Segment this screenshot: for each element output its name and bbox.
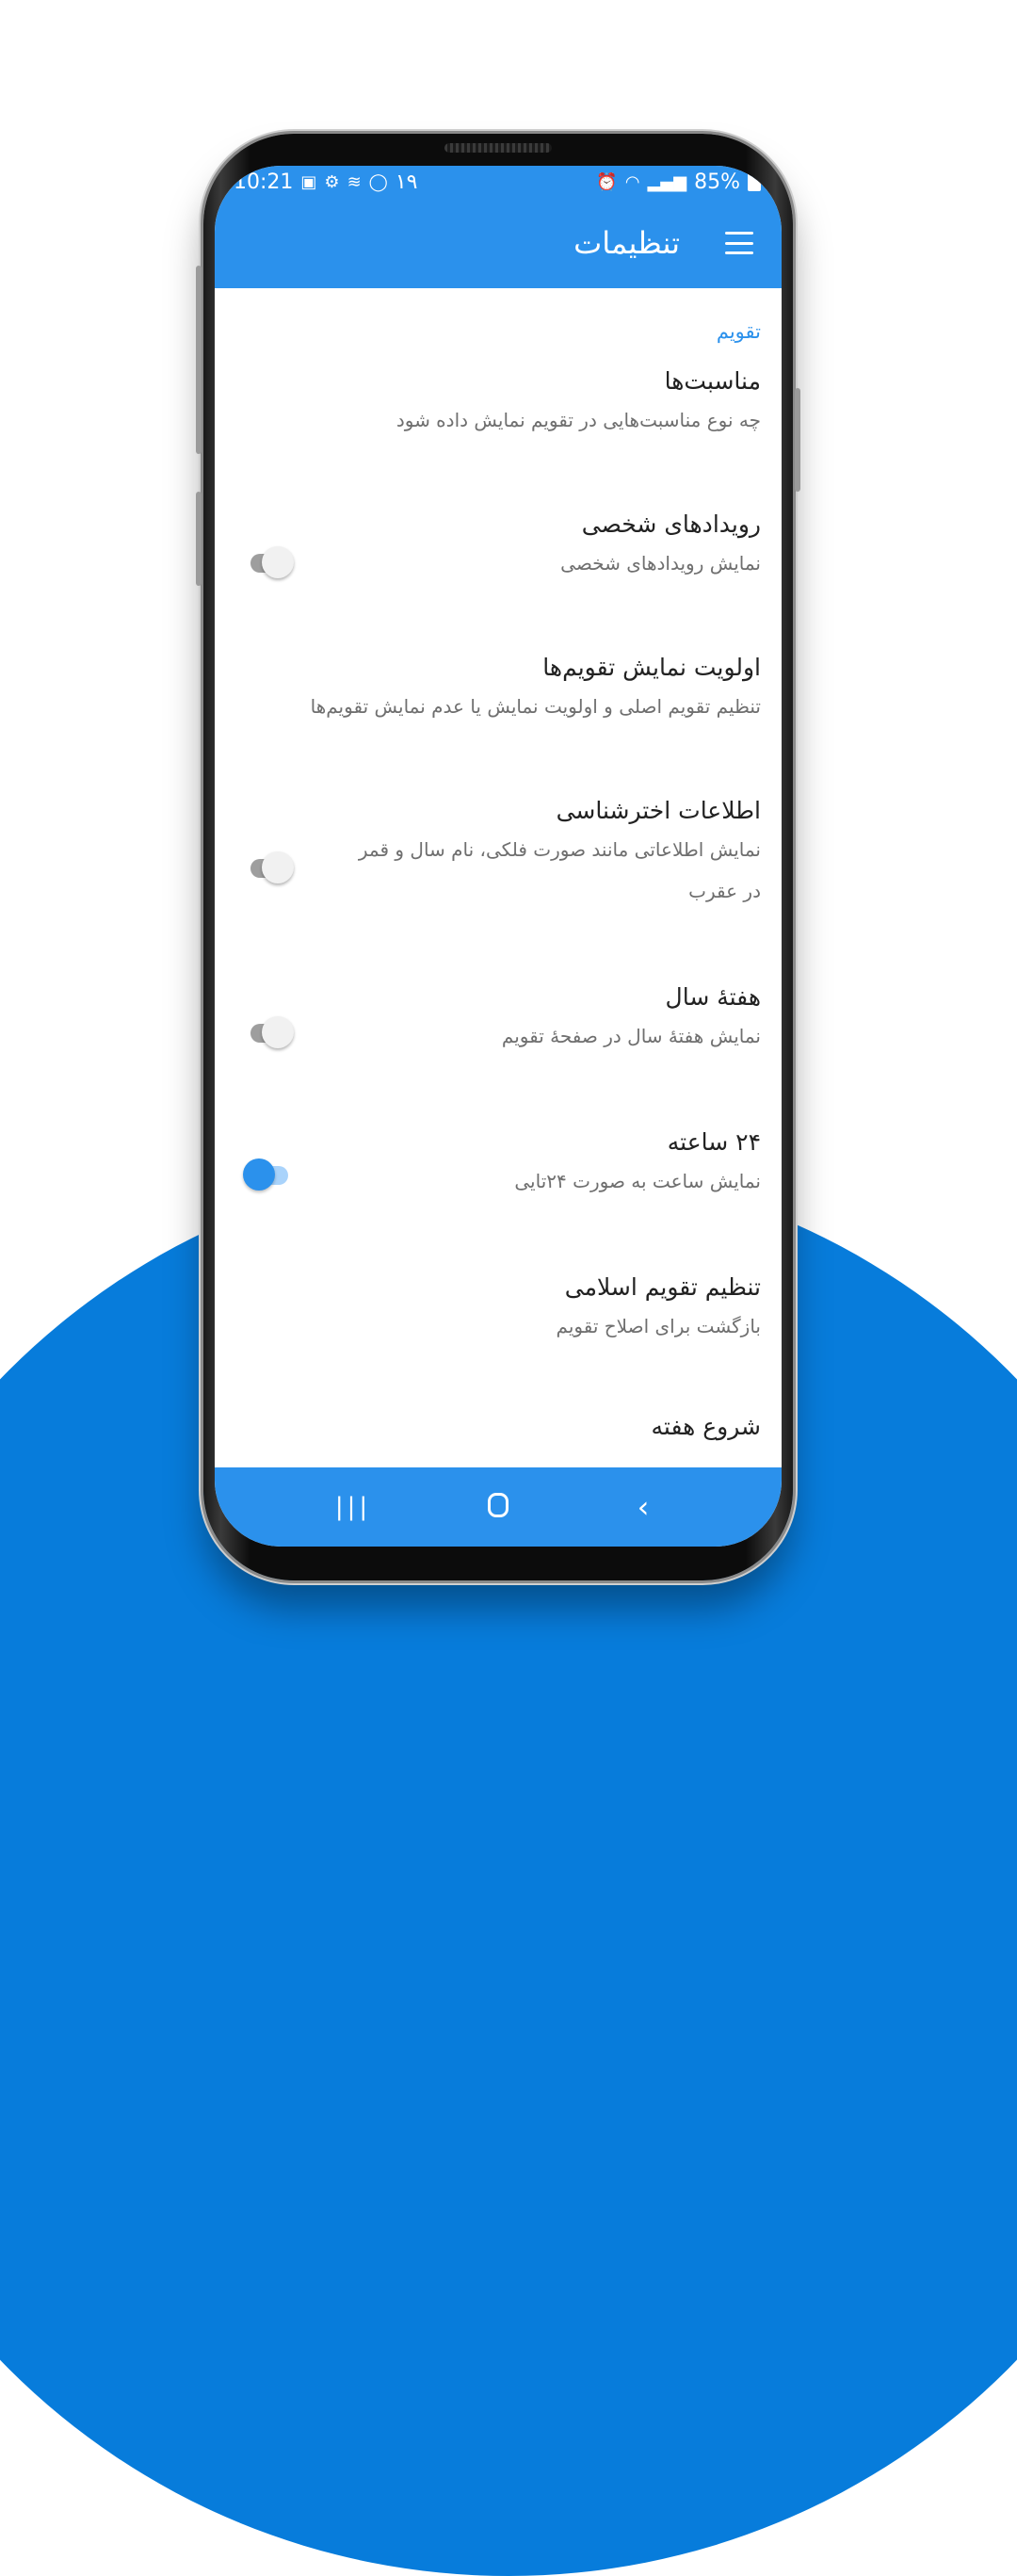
pref-astronomy-info[interactable] <box>343 793 761 912</box>
status-bar <box>215 166 782 198</box>
battery-icon <box>748 172 761 191</box>
pref-summary: نمایش رویدادهای شخصی <box>560 552 761 575</box>
astronomy-info-switch[interactable] <box>247 851 294 885</box>
bixby-button <box>196 492 202 586</box>
back-button[interactable]: ‹ <box>637 1489 650 1525</box>
battery-percent: 85% <box>694 170 740 194</box>
pref-title: تنظیم تقویم اسلامی <box>564 1273 761 1301</box>
pref-summary: نمایش ساعت به صورت ۲۴تایی <box>514 1170 761 1192</box>
wifi-off-icon: ≋ <box>347 171 362 192</box>
pref-personal-events[interactable] <box>560 507 761 584</box>
notification-count: ۱۹ <box>395 170 418 194</box>
volume-button <box>196 266 202 454</box>
home-button[interactable] <box>470 1489 526 1525</box>
home-icon <box>488 1493 508 1517</box>
pref-title: رویدادهای شخصی <box>581 510 761 538</box>
pref-24-hour[interactable] <box>514 1125 761 1202</box>
navigation-bar <box>215 1467 782 1547</box>
pref-calendar-priority[interactable] <box>311 650 761 727</box>
pref-summary: تنظیم تقویم اصلی و اولویت نمایش یا عدم نمایش تقویم‌ها <box>310 695 761 718</box>
power-button <box>795 388 800 492</box>
pref-title: اولویت نمایش تقویم‌ها <box>542 654 761 681</box>
status-time: 10:21 <box>234 170 294 194</box>
pref-occasions[interactable] <box>396 364 761 441</box>
pref-summary: بازگشت برای اصلاح تقویم <box>556 1315 761 1337</box>
pref-week-of-year[interactable] <box>502 980 761 1057</box>
status-left <box>234 170 417 194</box>
pref-title: هفتهٔ سال <box>665 983 761 1011</box>
week-of-year-switch[interactable] <box>247 1016 294 1050</box>
page-title: تنظیمات <box>573 225 680 261</box>
personal-events-switch[interactable] <box>247 546 294 580</box>
pref-title: مناسبت‌ها <box>664 367 761 395</box>
recent-apps-button[interactable]: ||| <box>334 1493 372 1521</box>
menu-icon[interactable] <box>725 232 753 254</box>
app-bar <box>215 198 782 288</box>
switch-thumb <box>243 1158 275 1191</box>
pref-summary: چه نوع مناسبت‌هایی در تقویم نمایش داده شود <box>396 409 761 431</box>
switch-thumb <box>262 851 294 883</box>
24-hour-switch[interactable] <box>247 1158 294 1192</box>
settings-list <box>215 288 782 1467</box>
pref-title: اطلاعات اخترشناسی <box>556 797 761 824</box>
pref-title: ۲۴ ساعته <box>667 1128 761 1156</box>
earpiece <box>444 143 552 153</box>
vpn-icon: ⚙ <box>324 171 340 192</box>
wifi-icon: ◠ <box>624 171 640 192</box>
status-right <box>596 170 761 194</box>
pref-summary: نمایش هفتهٔ سال در صفحهٔ تقویم <box>501 1025 761 1047</box>
signal-icon: ▂▄▆ <box>647 171 687 192</box>
phone-frame <box>203 134 793 1580</box>
image-icon: ▣ <box>300 171 317 192</box>
pref-title: شروع هفته <box>651 1413 761 1440</box>
switch-thumb <box>262 546 294 578</box>
pref-islamic-calendar[interactable] <box>557 1270 761 1347</box>
section-header-calendar: تقویم <box>716 320 761 343</box>
pref-summary: نمایش اطلاعاتی مانند صورت فلکی، نام سال و قمر در عقرب <box>358 838 761 902</box>
phone-screen <box>215 166 782 1547</box>
whatsapp-icon: ◯ <box>368 171 388 192</box>
pref-week-start[interactable] <box>652 1409 761 1445</box>
alarm-icon: ⏰ <box>596 171 618 192</box>
switch-thumb <box>262 1016 294 1048</box>
